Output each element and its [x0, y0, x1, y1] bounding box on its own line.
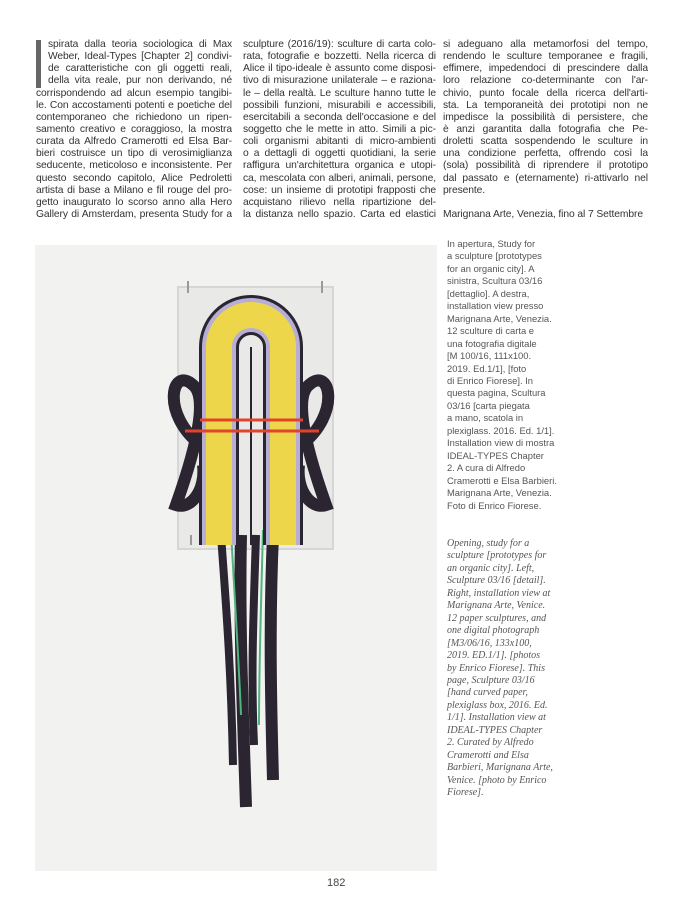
caption-line: 12 sculture di carta e — [447, 325, 535, 337]
text-line: le. Con accostamenti potenti e poetiche del — [36, 99, 232, 111]
text-line: presente. — [443, 184, 486, 196]
text-line: (sola) possibilità di riprendere il prototipo — [443, 160, 648, 172]
text-line: la distanza nello spazio. Carta ed elastici — [243, 208, 436, 220]
text-line: Weber, Ideal-Types [Chapter 2] condivi- — [48, 51, 232, 63]
paper-streamers — [221, 530, 273, 807]
caption-italian — [447, 238, 557, 512]
text-line: sculpture (2016/19): sculture di carta colo- — [243, 39, 436, 50]
caption-line: Opening, study for a — [447, 538, 530, 549]
article-column-2 — [243, 39, 436, 221]
article-column-3 — [443, 39, 648, 221]
caption-line: Cramerotti e Elsa Barbieri. — [447, 474, 557, 486]
caption-line: for an organic city]. A — [447, 262, 535, 274]
caption-line: an organic city]. Left, — [447, 562, 535, 574]
text-line: questo secondo capitolo, Alice Pedroletti — [36, 172, 232, 184]
caption-line: plexiglass. 2016. Ed. 1/1]. — [447, 424, 555, 436]
text-line: artista di base a Milano e fil rouge del pro- — [36, 184, 232, 196]
text-line: spirata dalla teoria sociologica di Max — [48, 39, 232, 50]
text-line: coli organismi abitanti di micro-ambienti — [243, 136, 436, 148]
caption-line: one digital photograph — [447, 625, 540, 637]
caption-line: [hand curved paper, — [447, 687, 528, 699]
caption-line: IDEAL-TYPES Chapter — [447, 724, 543, 736]
caption-line: Venice. [photo by Enrico — [447, 774, 547, 786]
article-column-1 — [36, 39, 232, 221]
caption-line: In apertura, Study for — [447, 238, 536, 249]
text-line: possibili funzioni, misurabili e accessibili, — [243, 99, 436, 111]
text-line: cose: un insieme di prototipi frapposti che — [243, 184, 436, 196]
text-line: seducente, meticoloso e inconsistente. Per — [36, 160, 232, 172]
black-streamer — [240, 535, 246, 807]
caption-line: di Enrico Fiorese]. In — [447, 374, 533, 386]
caption-line: 12 paper sculptures, and — [447, 612, 547, 624]
text-line: dal passato e (eternamente) ri-attivarlo nel — [443, 172, 648, 184]
text-line: ca, mescolata con alberi, animali, persone, — [243, 172, 436, 184]
text-line: o a dettagli di oggetti quotidiani, la serie — [243, 148, 436, 160]
text-line: de caratteristiche con gli oggetti reali, — [48, 63, 232, 75]
text-line: tivo di misurazione unilaterale – e raziona- — [243, 75, 436, 87]
text-line: della vita reale, pur non derivando, né — [48, 75, 232, 87]
black-streamer — [253, 535, 256, 745]
text-line: chivio, punto focale della ricerca dell'arti- — [443, 87, 648, 99]
text-line: effimere, impedendoci di prescindere dalla — [443, 63, 648, 75]
caption-line: 1/1]. Installation view at — [447, 712, 546, 724]
caption-line: [M 100/16, 111x100. — [447, 350, 532, 362]
caption-line: Marignana Arte, Venezia. — [447, 312, 552, 324]
text-line: droletti scatta sospendendo le sculture in — [443, 136, 648, 148]
caption-line: Cramerotti and Elsa — [447, 749, 529, 761]
text-line: rendendo le sculture temporanee e fragili, — [443, 51, 648, 63]
black-streamer — [271, 535, 273, 780]
caption-line: una fotografia digitale — [447, 337, 537, 349]
caption-line: 03/16 [carta piegata — [447, 399, 530, 411]
text-line: raffigura un'architettura organica e utopi- — [243, 160, 436, 172]
text-line: getto inaugurato lo scorso anno alla Hero — [36, 196, 232, 208]
caption-line: Right, installation view at — [447, 587, 551, 599]
text-line: rata, fotografie e bozzetti. Nella ricerca di — [243, 51, 436, 63]
text-line: è anzi garantita dalla fotografia che Pe- — [443, 123, 648, 135]
black-streamer — [221, 535, 233, 765]
caption-line: plexiglass box, 2016. Ed. — [447, 699, 548, 711]
text-line: Alice il tipo-ideale è assunto come disposi- — [243, 63, 436, 75]
caption-line: by Enrico Fiorese]. This — [447, 662, 545, 674]
caption-line: [M3/06/16, 133x100, — [447, 637, 532, 649]
caption-line: IDEAL-TYPES Chapter — [447, 449, 544, 461]
text-line: samento creativo e coraggioso, la mostra — [36, 123, 232, 135]
text-line: esercitabili a seconda dell'occasione e del — [243, 111, 436, 123]
green-streamer — [259, 530, 263, 725]
caption-line: Marignana Arte, Venice. — [447, 600, 546, 612]
spacer — [443, 197, 648, 209]
caption-line: installation view presso — [447, 300, 544, 312]
caption-line: 2. A cura di Alfredo — [447, 462, 526, 474]
caption-line: Barbieri, Marignana Arte, — [447, 762, 553, 774]
caption-line: 2019. Ed.1/1], [foto — [447, 362, 527, 374]
text-line: una condizione perfetta, offrendo così la — [443, 148, 648, 160]
caption-line: sculpture [prototypes for — [447, 550, 547, 562]
caption-line: 2. Curated by Alfredo — [447, 737, 534, 749]
caption-line: questa pagina, Scultura — [447, 387, 546, 399]
caption-line: 2019. ED.1/1]. [photos — [447, 650, 541, 662]
text-line: loro relazione co-determinante con l'ar- — [443, 75, 648, 87]
caption-line: Installation view di mostra — [447, 437, 555, 449]
caption-line: [dettaglio]. A destra, — [447, 287, 530, 299]
caption-line: Fiorese]. — [447, 787, 484, 799]
caption-line: sinistra, Scultura 03/16 — [447, 275, 543, 287]
text-line: sta. La temporaneità dei prototipi non ne — [443, 99, 648, 111]
text-line: acquistano rilievo nella ripartizione del- — [243, 196, 436, 208]
caption-line: Foto di Enrico Fiorese. — [447, 499, 542, 511]
text-line: le – della realtà. Le sculture hanno tutte le — [243, 87, 436, 99]
text-line: contemporaneo che richiedono un ripen- — [36, 111, 232, 123]
caption-line: Marignana Arte, Venezia. — [447, 487, 552, 499]
text-line: impedisce la possibilità di persistere, che — [443, 111, 648, 123]
caption-english — [447, 538, 553, 800]
text-line: soggetto che le mette in atto. Simili a pic- — [243, 123, 436, 135]
caption-line: Sculpture 03/16 [detail]. — [447, 575, 546, 587]
sculpture-photo — [35, 245, 437, 871]
text-line: curata da Alfredo Cramerotti ed Elsa Bar- — [36, 136, 232, 148]
text-line: bieri costruisce un tipo di verosimiglianza — [36, 148, 232, 160]
caption-line: a sculpture [prototypes — [447, 250, 542, 262]
caption-line: a mano, scatola in — [447, 412, 524, 424]
page-number: 182 — [327, 877, 346, 889]
caption-line: page, Sculpture 03/16 — [447, 674, 535, 686]
text-line: si adeguano alla metamorfosi del tempo, — [443, 39, 648, 50]
sculpture-illustration — [35, 245, 437, 871]
text-line: Gallery di Amsterdam, presenta Study for a — [36, 208, 232, 220]
text-line: corrispondendo ad alcun esempio tangibi- — [36, 87, 232, 99]
exhibition-venue: Marignana Arte, Venezia, fino al 7 Settembre — [443, 208, 643, 220]
